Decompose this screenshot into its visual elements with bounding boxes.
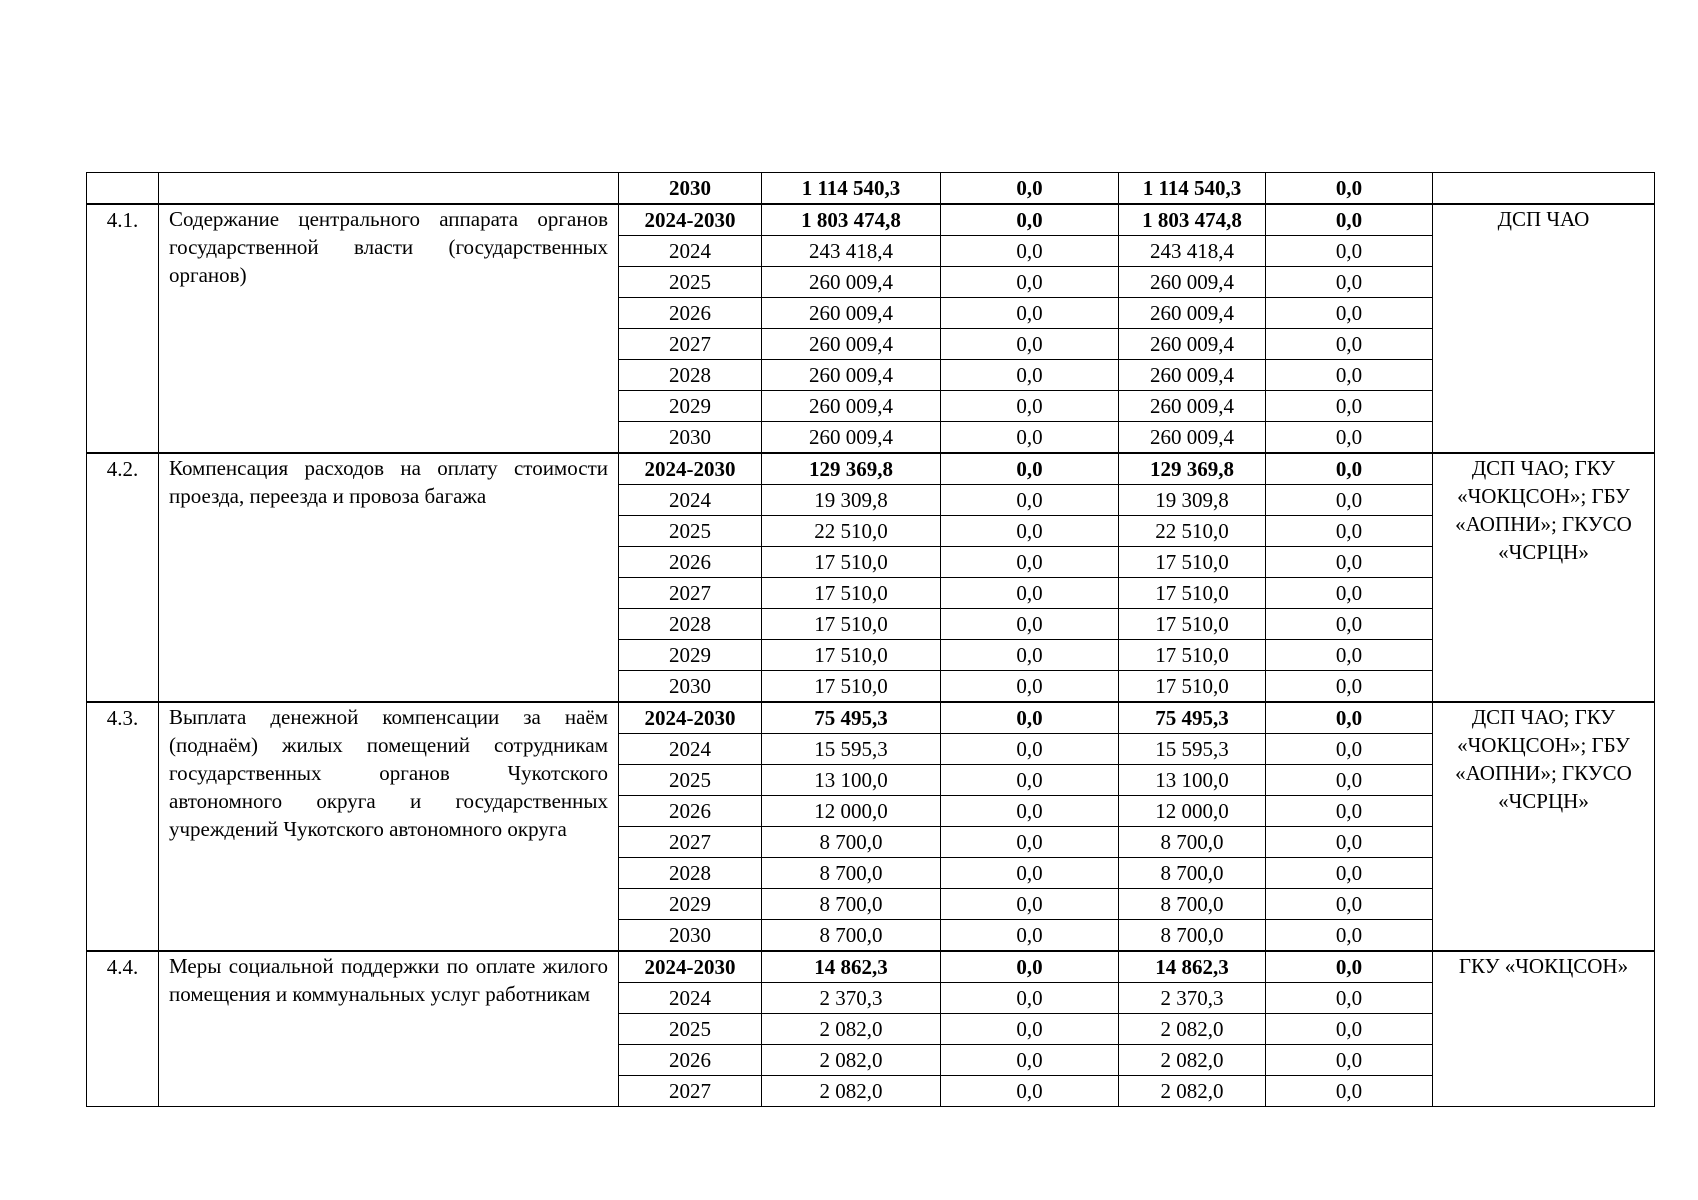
value-cell: 0,0	[941, 360, 1119, 391]
value-cell: 2 370,3	[762, 983, 941, 1014]
year-cell: 2026	[619, 547, 762, 578]
value-cell: 2 082,0	[1119, 1076, 1266, 1107]
value-cell: 0,0	[941, 609, 1119, 640]
value-cell: 0,0	[1266, 329, 1433, 360]
value-cell: 1 114 540,3	[1119, 173, 1266, 205]
value-cell: 19 309,8	[762, 485, 941, 516]
year-cell: 2026	[619, 1045, 762, 1076]
value-cell: 0,0	[1266, 1076, 1433, 1107]
year-cell: 2030	[619, 422, 762, 454]
year-cell: 2024	[619, 734, 762, 765]
year-cell: 2027	[619, 329, 762, 360]
year-cell: 2030	[619, 173, 762, 205]
value-cell: 2 082,0	[762, 1045, 941, 1076]
value-cell: 0,0	[941, 391, 1119, 422]
value-cell: 17 510,0	[1119, 671, 1266, 703]
value-cell: 0,0	[1266, 920, 1433, 952]
value-cell: 17 510,0	[1119, 547, 1266, 578]
value-cell: 0,0	[1266, 453, 1433, 485]
section-title: Выплата денежной компенсации за наём (поднаём) жилых помещений сотрудникам государственных органов Чукотского автономного округа и государственных учреждений Чукотского автономного округа	[159, 702, 619, 951]
section-number: 4.4.	[87, 951, 159, 1107]
total-value-cell: 129 369,8	[762, 453, 941, 485]
year-cell: 2025	[619, 1014, 762, 1045]
value-cell: 17 510,0	[762, 609, 941, 640]
value-cell: 0,0	[941, 702, 1119, 734]
value-cell: 0,0	[1266, 298, 1433, 329]
value-cell: 0,0	[1266, 267, 1433, 298]
value-cell: 0,0	[1266, 236, 1433, 267]
value-cell: 2 082,0	[1119, 1014, 1266, 1045]
year-cell: 2026	[619, 298, 762, 329]
executor-cell: ДСП ЧАО; ГКУ «ЧОКЦСОН»; ГБУ «АОПНИ»; ГКУСО «ЧСРЦН»	[1433, 453, 1655, 702]
value-cell: 17 510,0	[762, 671, 941, 703]
value-cell: 19 309,8	[1119, 485, 1266, 516]
value-cell: 12 000,0	[1119, 796, 1266, 827]
value-cell: 0,0	[941, 485, 1119, 516]
value-cell: 22 510,0	[762, 516, 941, 547]
value-cell: 17 510,0	[1119, 640, 1266, 671]
value-cell: 243 418,4	[762, 236, 941, 267]
value-cell: 260 009,4	[1119, 360, 1266, 391]
executor-cell: ДСП ЧАО	[1433, 204, 1655, 453]
value-cell: 260 009,4	[1119, 329, 1266, 360]
value-cell: 0,0	[941, 920, 1119, 952]
executor-cell	[1433, 173, 1655, 205]
value-cell: 0,0	[941, 640, 1119, 671]
value-cell: 0,0	[941, 1076, 1119, 1107]
value-cell: 0,0	[941, 516, 1119, 547]
value-cell: 0,0	[1266, 547, 1433, 578]
value-cell: 0,0	[1266, 983, 1433, 1014]
value-cell: 0,0	[941, 951, 1119, 983]
year-cell: 2027	[619, 578, 762, 609]
year-cell: 2025	[619, 516, 762, 547]
executor-cell: ГКУ «ЧОКЦСОН»	[1433, 951, 1655, 1107]
value-cell: 260 009,4	[762, 329, 941, 360]
value-cell: 0,0	[1266, 204, 1433, 236]
value-cell: 8 700,0	[762, 889, 941, 920]
value-cell: 0,0	[941, 173, 1119, 205]
section-number: 4.2.	[87, 453, 159, 702]
value-cell: 0,0	[941, 858, 1119, 889]
table-row	[87, 453, 1655, 485]
year-cell: 2027	[619, 827, 762, 858]
value-cell: 0,0	[1266, 827, 1433, 858]
year-cell: 2024-2030	[619, 702, 762, 734]
value-cell: 0,0	[1266, 858, 1433, 889]
total-value-cell: 75 495,3	[762, 702, 941, 734]
year-cell: 2030	[619, 920, 762, 952]
value-cell: 0,0	[941, 267, 1119, 298]
year-cell: 2029	[619, 640, 762, 671]
value-cell: 260 009,4	[762, 267, 941, 298]
section-title: Меры социальной поддержки по оплате жилого помещения и коммунальных услуг работникам	[159, 951, 619, 1107]
value-cell: 22 510,0	[1119, 516, 1266, 547]
value-cell: 0,0	[1266, 1045, 1433, 1076]
table-row	[87, 951, 1655, 983]
table-body	[87, 173, 1655, 1107]
value-cell: 8 700,0	[762, 920, 941, 952]
value-cell: 0,0	[941, 422, 1119, 454]
value-cell: 0,0	[941, 204, 1119, 236]
section-number: 4.3.	[87, 702, 159, 951]
value-cell: 0,0	[941, 1045, 1119, 1076]
table-row	[87, 173, 1655, 205]
year-cell: 2024-2030	[619, 204, 762, 236]
value-cell: 0,0	[1266, 391, 1433, 422]
value-cell: 0,0	[941, 547, 1119, 578]
year-cell: 2028	[619, 609, 762, 640]
year-cell: 2024-2030	[619, 951, 762, 983]
table-row	[87, 702, 1655, 734]
value-cell: 8 700,0	[1119, 858, 1266, 889]
value-cell: 260 009,4	[762, 360, 941, 391]
value-cell: 13 100,0	[1119, 765, 1266, 796]
value-cell: 0,0	[941, 983, 1119, 1014]
value-cell: 0,0	[1266, 765, 1433, 796]
value-cell: 0,0	[1266, 360, 1433, 391]
value-cell: 0,0	[1266, 640, 1433, 671]
year-cell: 2025	[619, 267, 762, 298]
value-cell: 260 009,4	[762, 422, 941, 454]
value-cell: 2 082,0	[1119, 1045, 1266, 1076]
value-cell: 0,0	[1266, 422, 1433, 454]
value-cell: 8 700,0	[1119, 920, 1266, 952]
value-cell: 2 370,3	[1119, 983, 1266, 1014]
value-cell: 0,0	[941, 796, 1119, 827]
value-cell: 0,0	[941, 671, 1119, 703]
total-value-cell: 1 114 540,3	[762, 173, 941, 205]
year-cell: 2030	[619, 671, 762, 703]
value-cell: 0,0	[1266, 671, 1433, 703]
value-cell: 75 495,3	[1119, 702, 1266, 734]
value-cell: 0,0	[941, 765, 1119, 796]
budget-table	[86, 172, 1655, 1107]
value-cell: 0,0	[1266, 485, 1433, 516]
value-cell: 260 009,4	[1119, 298, 1266, 329]
value-cell: 17 510,0	[1119, 609, 1266, 640]
value-cell: 260 009,4	[1119, 267, 1266, 298]
value-cell: 0,0	[1266, 173, 1433, 205]
year-cell: 2024-2030	[619, 453, 762, 485]
value-cell: 2 082,0	[762, 1076, 941, 1107]
value-cell: 243 418,4	[1119, 236, 1266, 267]
value-cell: 0,0	[941, 734, 1119, 765]
year-cell: 2026	[619, 796, 762, 827]
table-row	[87, 204, 1655, 236]
value-cell: 260 009,4	[1119, 422, 1266, 454]
value-cell: 15 595,3	[1119, 734, 1266, 765]
value-cell: 0,0	[1266, 702, 1433, 734]
value-cell: 0,0	[1266, 734, 1433, 765]
value-cell: 0,0	[941, 298, 1119, 329]
value-cell: 0,0	[941, 1014, 1119, 1045]
section-title: Содержание центрального аппарата органов государственной власти (государственных органов)	[159, 204, 619, 453]
section-title: Компенсация расходов на оплату стоимости проезда, переезда и провоза багажа	[159, 453, 619, 702]
value-cell: 0,0	[941, 889, 1119, 920]
value-cell: 0,0	[1266, 951, 1433, 983]
value-cell: 0,0	[941, 329, 1119, 360]
value-cell: 1 803 474,8	[1119, 204, 1266, 236]
value-cell: 2 082,0	[762, 1014, 941, 1045]
value-cell: 14 862,3	[1119, 951, 1266, 983]
year-cell: 2029	[619, 391, 762, 422]
year-cell: 2024	[619, 485, 762, 516]
value-cell: 260 009,4	[762, 298, 941, 329]
value-cell: 0,0	[1266, 889, 1433, 920]
value-cell: 260 009,4	[1119, 391, 1266, 422]
value-cell: 17 510,0	[762, 547, 941, 578]
total-value-cell: 14 862,3	[762, 951, 941, 983]
year-cell: 2024	[619, 983, 762, 1014]
value-cell: 0,0	[941, 236, 1119, 267]
value-cell: 0,0	[1266, 609, 1433, 640]
value-cell: 0,0	[1266, 516, 1433, 547]
year-cell: 2025	[619, 765, 762, 796]
value-cell: 129 369,8	[1119, 453, 1266, 485]
value-cell: 0,0	[941, 578, 1119, 609]
value-cell: 260 009,4	[762, 391, 941, 422]
value-cell: 15 595,3	[762, 734, 941, 765]
year-cell: 2028	[619, 360, 762, 391]
value-cell: 12 000,0	[762, 796, 941, 827]
value-cell: 8 700,0	[1119, 827, 1266, 858]
year-cell: 2027	[619, 1076, 762, 1107]
value-cell: 0,0	[1266, 1014, 1433, 1045]
value-cell: 17 510,0	[762, 640, 941, 671]
value-cell: 8 700,0	[1119, 889, 1266, 920]
value-cell: 17 510,0	[1119, 578, 1266, 609]
year-cell: 2028	[619, 858, 762, 889]
section-number: 4.1.	[87, 204, 159, 453]
value-cell: 0,0	[1266, 796, 1433, 827]
year-cell: 2029	[619, 889, 762, 920]
description-cell	[159, 173, 619, 205]
executor-cell: ДСП ЧАО; ГКУ «ЧОКЦСОН»; ГБУ «АОПНИ»; ГКУСО «ЧСРЦН»	[1433, 702, 1655, 951]
value-cell: 0,0	[1266, 578, 1433, 609]
value-cell: 13 100,0	[762, 765, 941, 796]
total-value-cell: 1 803 474,8	[762, 204, 941, 236]
value-cell: 0,0	[941, 827, 1119, 858]
value-cell: 8 700,0	[762, 827, 941, 858]
value-cell: 0,0	[941, 453, 1119, 485]
year-cell: 2024	[619, 236, 762, 267]
value-cell: 8 700,0	[762, 858, 941, 889]
row-number-cell	[87, 173, 159, 205]
value-cell: 17 510,0	[762, 578, 941, 609]
